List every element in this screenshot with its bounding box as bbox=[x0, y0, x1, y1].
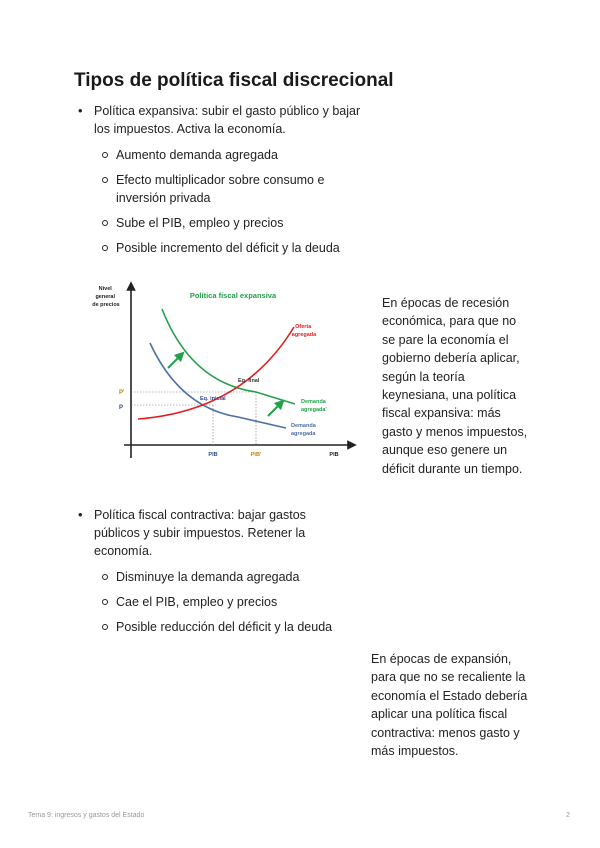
x-axis-label: PIB bbox=[329, 452, 339, 458]
contractive-intro-text: Política fiscal contractiva: bajar gastos públicos y subir impuestos. Retener la economía. bbox=[94, 508, 306, 558]
y-axis-label: Nivel general de precios bbox=[92, 286, 120, 308]
contractive-item: Posible reducción del déficit y la deuda bbox=[94, 618, 344, 636]
shift-arrow-lower bbox=[268, 403, 281, 416]
y-tick-p: P bbox=[119, 405, 124, 411]
expansive-sublist bbox=[94, 146, 364, 257]
eq-final-label: Eq. final bbox=[238, 378, 260, 384]
side-note-contraction: En épocas de expansión, para que no se recaliente la economía el Estado debería aplicar una política fiscal contractiva: menos gasto y más impuestos. bbox=[371, 652, 528, 759]
fiscal-policy-chart bbox=[88, 276, 360, 466]
expansive-item: Posible incremento del déficit y la deuda bbox=[94, 239, 364, 257]
expansive-list bbox=[74, 102, 364, 264]
expansive-item: Aumento demanda agregada bbox=[94, 146, 364, 164]
page-number: 2 bbox=[566, 812, 570, 819]
eq-initial-label: Eq. inicial bbox=[200, 396, 226, 402]
contractive-sublist bbox=[94, 568, 344, 636]
expansive-intro bbox=[74, 102, 364, 257]
supply-label: Oferta agregada bbox=[291, 324, 317, 338]
side-note-expansion: En épocas de recesión económica, para que no se pare la economía el gobierno debería aplicar, según la teoría keynesiana, una política fiscal expansiva: más gasto y menos impuestos, aunque eso genere un déficit durante un tiempo. bbox=[382, 296, 528, 476]
contractive-item: Cae el PIB, empleo y precios bbox=[94, 593, 344, 611]
expansive-intro-text: Política expansiva: subir el gasto público y bajar los impuestos. Activa la economía. bbox=[94, 104, 361, 136]
page-title: Tipos de política fiscal discrecional bbox=[74, 70, 394, 91]
contractive-intro bbox=[74, 506, 344, 636]
expansive-item: Efecto multiplicador sobre consumo e inversión privada bbox=[94, 171, 364, 207]
contractive-item: Disminuye la demanda agregada bbox=[94, 568, 344, 586]
y-tick-p-prime: P' bbox=[119, 390, 125, 396]
x-tick-pib: PIB bbox=[208, 452, 218, 458]
chart-title: Política fiscal expansiva bbox=[189, 291, 277, 300]
footer-text: Tema 9: ingresos y gastos del Estado bbox=[28, 812, 145, 819]
x-tick-pib-prime: PIB' bbox=[250, 452, 262, 458]
demand-label: Demanda agregada bbox=[291, 423, 316, 437]
shift-arrow-upper bbox=[168, 355, 181, 368]
demand-prime-label: Demanda agregada' bbox=[301, 399, 327, 413]
contractive-list bbox=[74, 506, 344, 643]
expansive-item: Sube el PIB, empleo y precios bbox=[94, 214, 364, 232]
